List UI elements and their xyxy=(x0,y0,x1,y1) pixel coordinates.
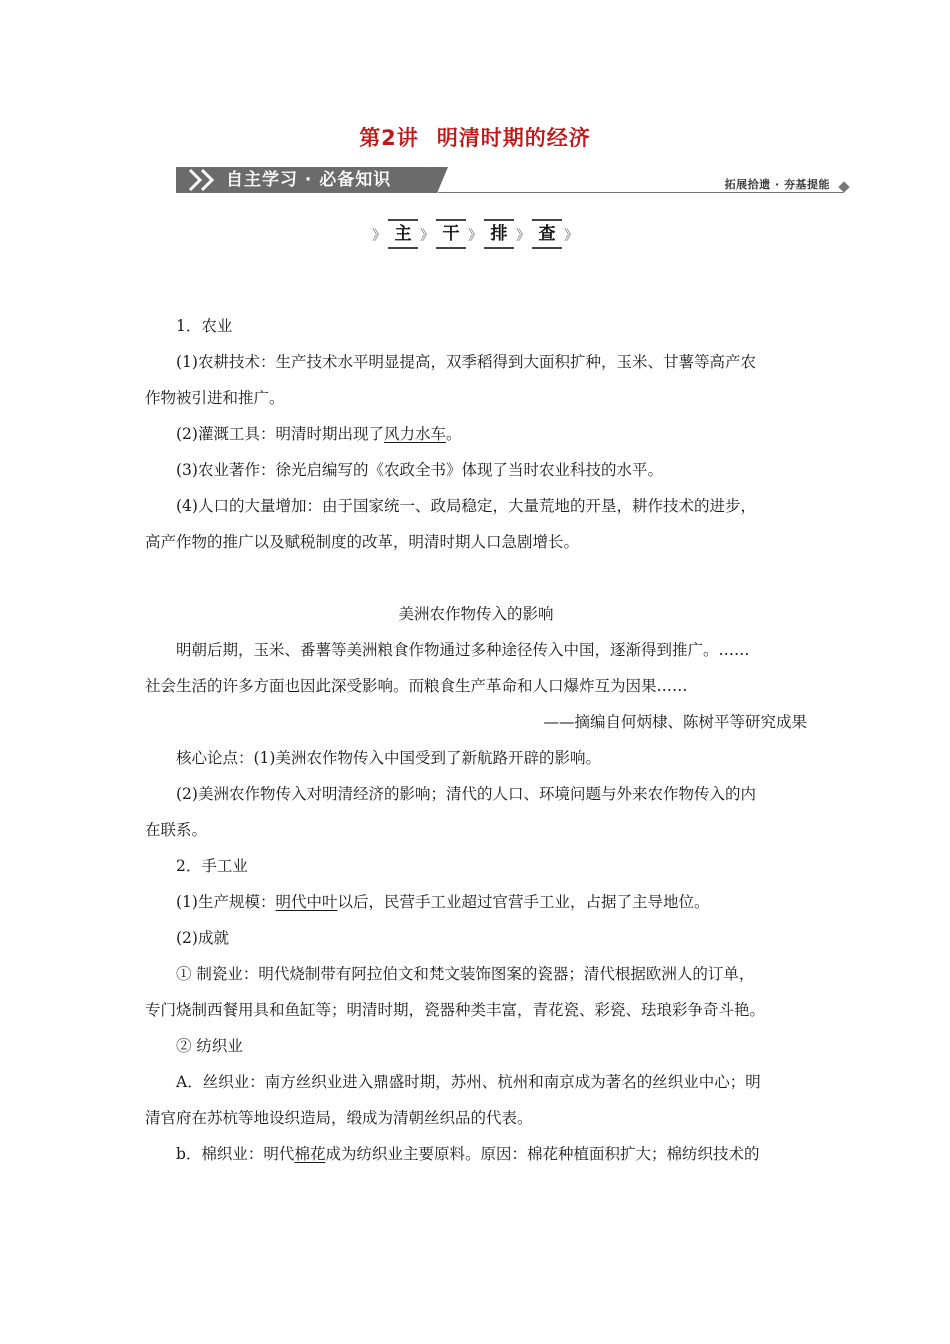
subheading-main-review xyxy=(0,219,950,249)
text-span: 以后，民营手工业超过官营手工业，占据了主导地位。 xyxy=(337,893,710,911)
agriculture-heading: 1．农业 xyxy=(176,317,233,335)
textile-item: ② 纺织业 xyxy=(176,1037,243,1055)
core-argument-2-cont: 在联系。 xyxy=(145,821,208,839)
subheading-char: 主 xyxy=(388,219,418,249)
silk-item: A．丝织业：南方丝织业进入鼎盛时期，苏州、杭州和南京成为著名的丝织业中心；明 xyxy=(176,1073,761,1091)
reading-excerpt: 明朝后期，玉米、番薯等美洲粮食作物通过多种途径传入中国，逐渐得到推广。…… xyxy=(176,641,750,659)
handicraft-achievements: (2)成就 xyxy=(176,929,229,947)
underlined-term: 风力水车 xyxy=(383,425,446,443)
agri-farming-tech: (1)农耕技术：生产技术水平明显提高，双季稻得到大面积扩种，玉米、甘薯等高产农 xyxy=(176,353,756,371)
agri-irrigation xyxy=(145,416,807,452)
text-span: 。 xyxy=(445,425,462,443)
handicraft-heading: 2．手工业 xyxy=(176,857,248,875)
section-header-subtitle: 拓展拾遗 · 夯基提能 xyxy=(724,178,830,191)
handicraft-scale xyxy=(145,884,807,920)
underlined-term: 棉花 xyxy=(294,1145,326,1163)
reading-source: ——摘编自何炳棣、陈树平等研究成果 xyxy=(543,713,807,731)
porcelain-item: ① 制瓷业：明代烧制带有阿拉伯文和梵文装饰图案的瓷器；清代根据欧洲人的订单， xyxy=(176,965,755,983)
chevron-right-icon: 》 xyxy=(564,227,578,244)
cotton-item xyxy=(145,1136,807,1172)
lesson-name: 明清时期的经济 xyxy=(436,126,591,150)
section-header-label: 自主学习 · 必备知识 xyxy=(226,170,392,190)
agri-works: (3)农业著作：徐光启编写的《农政全书》体现了当时农业科技的水平。 xyxy=(176,461,663,479)
subheading-char: 查 xyxy=(532,219,562,249)
text-span: 成为纺织业主要原料。原因：棉花种植面积扩大；棉纺织技术的 xyxy=(325,1145,760,1163)
chevron-right-icon: 》 xyxy=(468,227,482,244)
silk-item-cont: 清官府在苏杭等地设织造局，缎成为清朝丝织品的代表。 xyxy=(145,1109,533,1127)
chevron-right-icon: 》 xyxy=(420,227,434,244)
agri-population: (4)人口的大量增加：由于国家统一、政局稳定，大量荒地的开垦，耕作技术的进步， xyxy=(176,497,756,515)
section-header-bar xyxy=(176,164,848,198)
subheading-char: 排 xyxy=(484,219,514,249)
agri-farming-tech-cont: 作物被引进和推广。 xyxy=(145,389,285,407)
reading-excerpt-cont: 社会生活的许多方面也因此深受影响。而粮食生产革命和人口爆炸互为因果…… xyxy=(145,677,688,695)
reading-title: 美洲农作物传入的影响 xyxy=(398,605,554,623)
text-span: (2)灌溉工具：明清时期出现了 xyxy=(176,425,384,443)
text-span: b．棉织业：明代 xyxy=(176,1145,295,1163)
chevron-right-icon: 》 xyxy=(372,227,386,244)
double-chevron-icon xyxy=(186,167,226,193)
underlined-term: 明代中叶 xyxy=(275,893,338,911)
diamond-icon xyxy=(838,181,849,192)
chevron-right-icon: 》 xyxy=(516,227,530,244)
page-title xyxy=(0,122,950,152)
core-argument-1: 核心论点：(1)美洲农作物传入中国受到了新航路开辟的影响。 xyxy=(176,749,601,767)
porcelain-item-cont: 专门烧制西餐用具和鱼缸等；明清时期，瓷器种类丰富，青花瓷、彩瓷、珐琅彩争奇斗艳。 xyxy=(145,1001,766,1019)
subheading-char: 干 xyxy=(436,219,466,249)
text-span: (1)生产规模： xyxy=(176,893,276,911)
agri-population-cont: 高产作物的推广以及赋税制度的改革，明清时期人口急剧增长。 xyxy=(145,533,580,551)
core-argument-2: (2)美洲农作物传入对明清经济的影响；清代的人口、环境问题与外来农作物传入的内 xyxy=(176,785,756,803)
lesson-number: 第2讲 xyxy=(359,126,419,150)
section-header-rule xyxy=(438,192,844,193)
document-body xyxy=(145,308,807,1172)
